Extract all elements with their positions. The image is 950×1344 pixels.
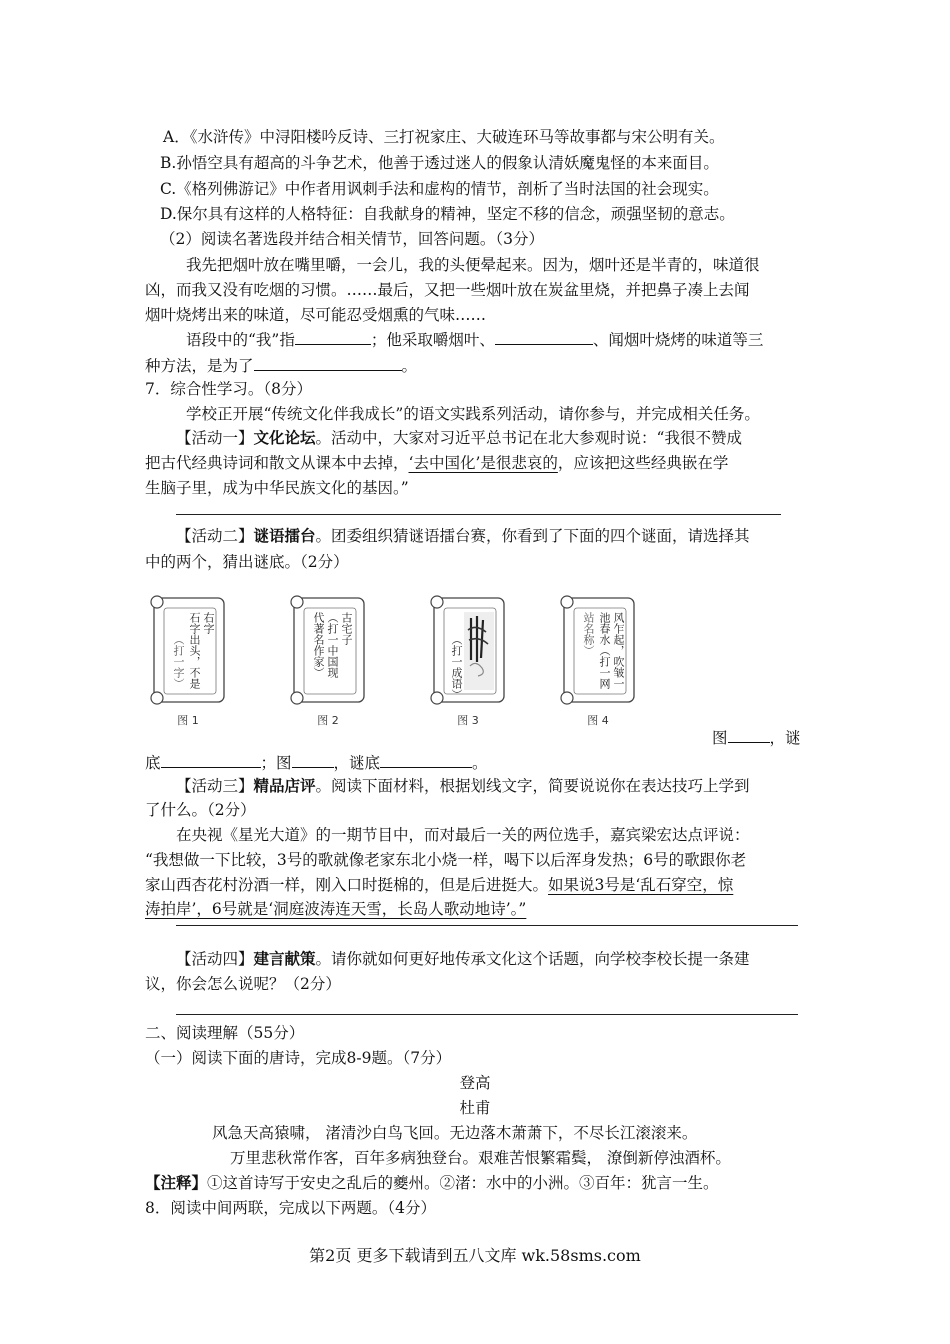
q6-2-text-4: 种方法，是为了 — [145, 357, 254, 375]
activity4-answer-line[interactable] — [176, 1014, 798, 1015]
activity3-tag: 【活动三】 — [176, 777, 254, 795]
riddle-1-col-2: 右字 — [202, 612, 215, 634]
activity2-tag: 【活动二】 — [176, 527, 254, 545]
activity3-paragraph-4 — [145, 899, 526, 919]
activity4-title: 建言献策 — [253, 949, 316, 968]
activity4-line-2: 议，你会怎么说呢？（2分） — [145, 975, 341, 993]
activity2-title: 谜语擂台 — [253, 526, 316, 545]
activity3-text-3a: 家山西杏花村汾酒一样，刚入口时挺棉的，但是后进挺大。 — [145, 876, 549, 894]
activity3-answer-line[interactable] — [176, 925, 798, 926]
page-footer: 第2页 更多下载请到五八文库 wk.58sms.com — [309, 1246, 641, 1265]
section2-heading: 二、阅读理解（55分） — [145, 1024, 305, 1042]
section2-part1: （一）阅读下面的唐诗，完成8-9题。（7分） — [145, 1049, 452, 1067]
q6-2-text-1: 语段中的“我”指 — [186, 331, 295, 349]
riddle-scroll-3 — [424, 590, 512, 727]
riddle-4-col-1: 风乍起，吹皱一 — [612, 612, 625, 689]
activity3-paragraph-3 — [145, 875, 733, 895]
answer-blank-3[interactable] — [254, 354, 402, 371]
riddle-answer-line-2 — [145, 751, 488, 773]
answer-blank-2[interactable] — [495, 328, 593, 345]
note-tag: 【注释】 — [145, 1173, 208, 1192]
activity2-line-2: 中的两个，猜出谜底。（2分） — [145, 553, 349, 571]
activity4-text-1: 。请你就如何更好地传承文化这个话题，向学校李校长提一条建 — [315, 950, 750, 968]
riddle-4-col-2: 池春水（打一网 — [598, 612, 611, 689]
activity1-line-2 — [145, 453, 728, 473]
riddle-2-col-3: 代著名作家） — [312, 612, 325, 678]
activity3-paragraph-1: 在央视《星光大道》的一期节目中，而对最后一关的两位选手，嘉宾梁宏达点评说： — [176, 826, 750, 844]
activity3-line-2: 了什么。（2分） — [145, 801, 256, 819]
activity1-underlined: ‘去中国化’是很悲哀的 — [408, 454, 558, 472]
riddle-ans-end: 。 — [472, 754, 488, 772]
q6-2-text-2: ；他采取嚼烟叶、 — [370, 331, 495, 349]
activity3-underlined-2: 涛拍岸’，6号就是‘洞庭波涛连天雪，长岛人歌动地诗’。” — [145, 900, 527, 918]
riddle-4-caption: 图 4 — [587, 714, 609, 727]
riddle-ans-mid2: ，谜底 — [333, 754, 381, 772]
riddle-1-caption: 图 1 — [177, 714, 199, 727]
riddle-fig-blank-1[interactable] — [728, 726, 770, 743]
riddle-2-col-2: （打一中国现 — [326, 612, 339, 678]
answer-blank-1[interactable] — [295, 328, 371, 345]
activity4-tag: 【活动四】 — [176, 950, 254, 968]
scroll-frame-icon — [424, 590, 512, 712]
q7-heading: 7．综合性学习。（8分） — [145, 380, 312, 398]
activity1-answer-line[interactable] — [176, 514, 781, 515]
activity3-title: 精品店评 — [253, 776, 316, 795]
activity1-text-2a: 把古代经典诗词和散文从课本中去掉， — [145, 454, 409, 472]
riddle-scroll-4 — [554, 590, 642, 727]
riddle-ans-comma: ，谜 — [769, 729, 801, 747]
riddle-2-col-1: 古宅子 — [340, 612, 353, 645]
option-b: B.孙悟空具有超高的斗争艺术，他善于透过迷人的假象认清妖魔鬼怪的本来面目。 — [160, 154, 719, 172]
riddle-1-col-3: （打一字） — [172, 634, 185, 689]
riddle-1-col-1: 石字出头，不是 — [188, 612, 201, 689]
activity1-title: 文化论坛 — [253, 428, 316, 447]
riddle-answer-blank-2[interactable] — [380, 751, 472, 768]
riddle-ans-di: 底 — [145, 754, 161, 772]
activity1-line-3: 生脑子里，成为中华民族文化的基因。” — [145, 479, 409, 497]
passage-line-1: 我先把烟叶放在嘴里嚼，一会儿，我的头便晕起来。因为，烟叶还是半青的，味道很 — [186, 256, 760, 274]
riddle-ans-mid: ；图 — [260, 754, 292, 772]
poem-line-2: 万里悲秋常作客，百年多病独登台。艰难苦恨繁霜鬓， 潦倒新停浊酒杯。 — [230, 1149, 731, 1167]
activity1-text-2b: ，应该把这些经典嵌在学 — [557, 454, 729, 472]
note-text: ①这首诗写于安史之乱后的夔州。②渚：水中的小洲。③百年：犹言一生。 — [207, 1174, 719, 1192]
activity3-line-1 — [176, 776, 750, 796]
q6-2-text-3: 、闻烟叶烧烤的味道等三 — [592, 331, 764, 349]
riddle-4-col-3: 站名称） — [582, 612, 595, 656]
riddle-figures — [144, 590, 664, 730]
activity3-underlined-1: 如果说3号是‘乱石穿空，惊 — [548, 876, 734, 894]
q6-2-question-line-1 — [186, 328, 763, 350]
q7-intro: 学校正开展“传统文化伴我成长”的语文实践系列活动，请你参与，并完成相关任务。 — [186, 405, 760, 423]
riddle-ans-fig-label: 图 — [712, 729, 728, 747]
passage-line-3: 烟叶烧烤出来的味道，尽可能忍受烟熏的气味…… — [145, 306, 487, 324]
riddle-fig-blank-2[interactable] — [292, 751, 334, 768]
question-8: 8．阅读中间两联，完成以下两题。（4分） — [145, 1199, 436, 1217]
riddle-3-caption: 图 3 — [457, 714, 479, 727]
poem-notes — [145, 1173, 719, 1193]
poem-title: 登高 — [459, 1074, 491, 1092]
option-d: D.保尔具有这样的人格特征：自我献身的精神，坚定不移的信念，顽强坚韧的意志。 — [160, 205, 735, 223]
q6-2-text-5: 。 — [401, 357, 418, 375]
q6-2-question-line-2 — [145, 354, 417, 376]
riddle-scroll-2 — [284, 590, 372, 727]
option-a: A．《水浒传》中浔阳楼吟反诗、三打祝家庄、大破连环马等故事都与宋公明有关。 — [163, 128, 725, 146]
activity2-line-1 — [176, 526, 750, 546]
activity1-tag: 【活动一】 — [176, 429, 254, 447]
riddle-2-caption: 图 2 — [317, 714, 339, 727]
riddle-scroll-1 — [144, 590, 232, 727]
activity2-text-1: 。团委组织猜谜语擂台赛，你看到了下面的四个谜面，请选择其 — [315, 527, 750, 545]
activity4-line-1 — [176, 949, 750, 969]
q6-2-heading: （2）阅读名著选段并结合相关情节，回答问题。（3分） — [160, 230, 544, 248]
passage-line-2: 凶，而我又没有吃烟的习惯。……最后，又把一些烟叶放在炭盆里烧，并把鼻子凑上去闻 — [145, 281, 750, 299]
poem-line-1: 风急天高猿啸， 渚清沙白鸟飞回。无边落木萧萧下，不尽长江滚滚来。 — [212, 1124, 698, 1142]
activity3-text-1: 。阅读下面材料，根据划线文字，简要说说你在表达技巧上学到 — [315, 777, 750, 795]
riddle-answer-line-1 — [712, 726, 801, 748]
option-c: C.《格列佛游记》中作者用讽刺手法和虚构的情节，剖析了当时法国的社会现实。 — [160, 180, 719, 198]
poem-author: 杜甫 — [459, 1099, 491, 1117]
riddle-answer-blank-1[interactable] — [161, 751, 261, 768]
activity3-paragraph-2: “我想做一下比较，3号的歌就像老家东北小烧一样，喝下以后浑身发热；6号的歌跟你老 — [145, 851, 747, 869]
riddle-3-col-1: （打一成语） — [450, 634, 463, 700]
activity1-text-1: 。活动中，大家对习近平总书记在北大参观时说：“我很不赞成 — [315, 429, 742, 447]
activity1-line-1 — [176, 428, 742, 448]
